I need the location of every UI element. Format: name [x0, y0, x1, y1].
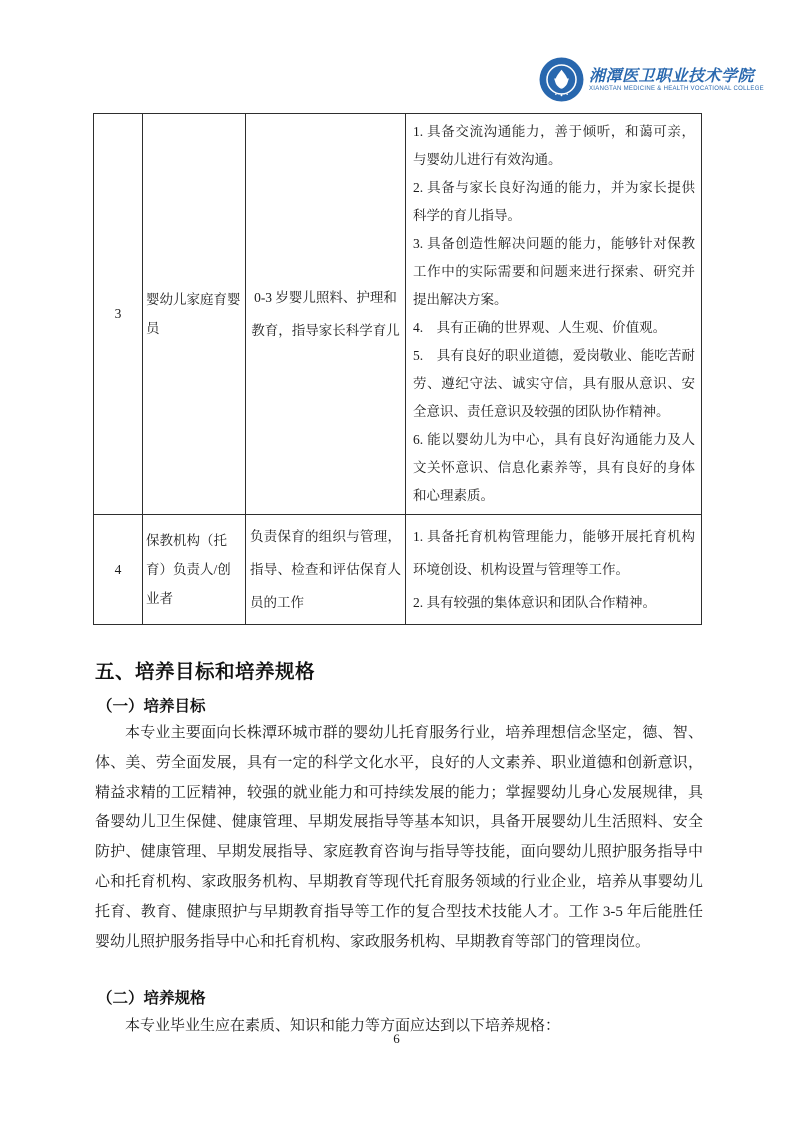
college-name-zh: 湘潭医卫职业技术学院 [589, 65, 755, 85]
requirement-item: 2. 具备与家长良好沟通的能力，并为家长提供科学的育儿指导。 [413, 180, 695, 223]
college-name-en: XIANGTAN MEDICINE & HEALTH VOCATIONAL COLLEGE [589, 85, 764, 92]
job-title-cell: 保教机构（托育）负责人/创业者 [143, 515, 246, 625]
job-title-cell: 婴幼儿家庭育婴员 [143, 114, 246, 515]
college-name [589, 67, 764, 93]
requirement-item: 2. 具有较强的集体意识和团队合作精神。 [413, 595, 656, 610]
requirement-item: 1. 具备交流沟通能力，善于倾听，和蔼可亲，与婴幼儿进行有效沟通。 [413, 124, 695, 167]
table-row [94, 515, 702, 625]
job-duties-cell: 0-3 岁婴儿照料、护理和教育，指导家长科学育儿 [246, 114, 406, 515]
job-duties-cell: 负责保育的组织与管理，指导、检查和评估保育人员的工作 [246, 515, 406, 625]
requirement-item: 1. 具备托育机构管理能力，能够开展托育机构环境创设、机构设置与管理等工作。 [413, 529, 695, 577]
row-index-cell: 4 [94, 515, 143, 625]
table-row [94, 114, 702, 515]
jobs-table [93, 113, 702, 625]
college-emblem-icon [539, 57, 584, 102]
subsection-heading-objectives: （一）培养目标 [97, 697, 206, 715]
requirement-item: 6. 能以婴幼儿为中心，具有良好沟通能力及人文关怀意识、信息化素养等，具有良好的身体和心理素质。 [413, 432, 695, 503]
section-heading: 五、培养目标和培养规格 [95, 660, 316, 683]
requirement-item: 4. 具有正确的世界观、人生观、价值观。 [413, 320, 667, 335]
row-index-cell: 3 [94, 114, 143, 515]
page-number: 6 [393, 1031, 400, 1046]
paragraph-training-objectives: 本专业主要面向长株潭环城市群的婴幼儿托育服务行业，培养理想信念坚定，德、智、体、美、劳全面发展，具有一定的科学文化水平，良好的人文素养、职业道德和创新意识，精益求精的工匠精神，较强的就业能力和可持续发展的能力；掌握婴幼儿身心发展规律，具备婴幼儿卫生保健、健康管理、早期发展指导等基本知识，具备开展婴幼儿生活照料、安全防护、健康管理、早期发展指导、家庭教育咨询与指导等技能，面向婴幼儿照护服务指导中心和托育机构、家政服务机构、早期教育等现代托育服务领域的行业企业，培养从事婴幼儿托育、教育、健康照护与早期教育指导等工作的复合型技术技能人才。工作 3-5 年后能胜任婴幼儿照护服务指导中心和托育机构、家政服务机构、早期教育等部门的管理岗位。 [95, 725, 703, 950]
job-requirements-cell [406, 114, 702, 515]
subsection-heading-specifications: （二）培养规格 [97, 989, 206, 1007]
requirement-item: 5. 具有良好的职业道德，爱岗敬业、能吃苦耐劳、遵纪守法、诚实守信，具有服从意识、安全意识、责任意识及较强的团队协作精神。 [413, 348, 695, 419]
requirement-item: 3. 具备创造性解决问题的能力，能够针对保教工作中的实际需要和问题来进行探索、研究并提出解决方案。 [413, 236, 695, 307]
job-requirements-cell [406, 515, 702, 625]
paragraph-specifications-intro: 本专业毕业生应在素质、知识和能力等方面应达到以下培养规格： [125, 1018, 561, 1034]
college-logo [539, 57, 764, 102]
